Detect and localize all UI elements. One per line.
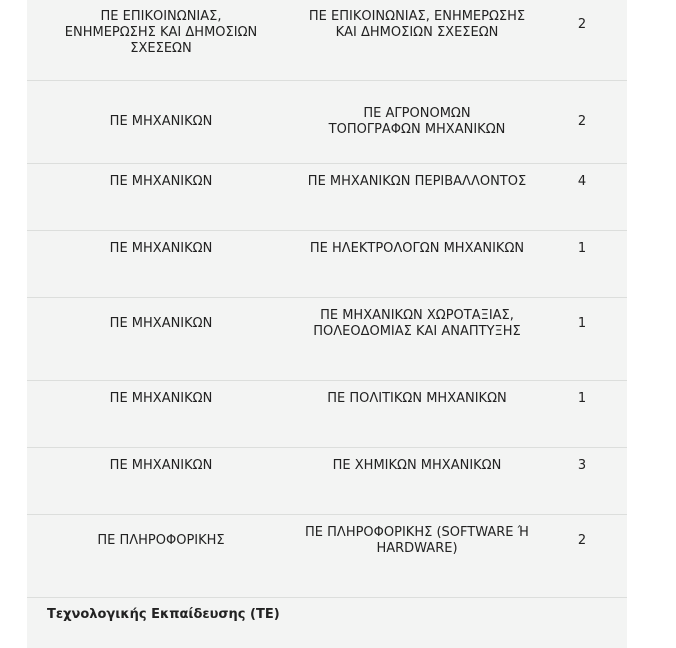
- table-row: [27, 515, 627, 598]
- category-text: ΠΕ ΕΠΙΚΟΙΝΩΝΙΑΣ, ΕΝΗΜΕΡΩΣΗΣ ΚΑΙ ΔΗΜΟΣΙΩΝ ΣΧΕΣΕΩΝ: [64, 9, 258, 56]
- specialty-cell: [295, 381, 539, 447]
- category-cell: [27, 298, 295, 380]
- count-cell: [539, 164, 625, 230]
- category-cell: [27, 448, 295, 514]
- count-text: 2: [577, 114, 587, 129]
- specialty-cell: [295, 448, 539, 514]
- table-row: [27, 81, 627, 164]
- count-text: 1: [577, 316, 587, 331]
- category-cell: [27, 515, 295, 597]
- specialty-cell: [295, 164, 539, 230]
- count-cell: [539, 298, 625, 380]
- category-text: ΠΕ ΠΛΗΡΟΦΟΡΙΚΗΣ: [97, 533, 225, 548]
- category-text: ΠΕ ΜΗΧΑΝΙΚΩΝ: [109, 114, 213, 129]
- specialty-text: ΠΕ ΧΗΜΙΚΩΝ ΜΗΧΑΝΙΚΩΝ: [332, 458, 502, 473]
- category-cell: [27, 164, 295, 230]
- specialty-cell: [295, 81, 539, 163]
- category-text: ΠΕ ΜΗΧΑΝΙΚΩΝ: [109, 174, 213, 189]
- specialty-text: ΠΕ ΑΓΡΟΝΟΜΩΝ ΤΟΠΟΓΡΑΦΩΝ ΜΗΧΑΝΙΚΩΝ: [328, 106, 506, 137]
- category-text: ΠΕ ΜΗΧΑΝΙΚΩΝ: [109, 391, 213, 406]
- specialty-text: ΠΕ ΕΠΙΚΟΙΝΩΝΙΑΣ, ΕΝΗΜΕΡΩΣΗΣ ΚΑΙ ΔΗΜΟΣΙΩΝ ΣΧΕΣΕΩΝ: [308, 9, 526, 40]
- specialty-text: ΠΕ ΜΗΧΑΝΙΚΩΝ ΧΩΡΟΤΑΞΙΑΣ, ΠΟΛΕΟΔΟΜΙΑΣ ΚΑΙ ΑΝΑΠΤΥΞΗΣ: [313, 308, 521, 339]
- specialty-text: ΠΕ ΗΛΕΚΤΡΟΛΟΓΩΝ ΜΗΧΑΝΙΚΩΝ: [309, 241, 525, 256]
- section-heading: Τεχνολογικής Εκπαίδευσης (ΤΕ): [47, 607, 280, 622]
- table-row: [27, 164, 627, 231]
- category-text: ΠΕ ΜΗΧΑΝΙΚΩΝ: [109, 241, 213, 256]
- specialty-text: ΠΕ ΜΗΧΑΝΙΚΩΝ ΠΕΡΙΒΑΛΛΟΝΤΟΣ: [307, 174, 527, 189]
- specialty-cell: [295, 231, 539, 297]
- specialty-cell: [295, 0, 539, 80]
- category-cell: [27, 81, 295, 163]
- count-text: 1: [577, 391, 587, 406]
- table-row: [27, 298, 627, 381]
- specialty-text: ΠΕ ΠΛΗΡΟΦΟΡΙΚΗΣ (SOFTWARE Ή HARDWARE): [305, 525, 529, 556]
- category-cell: [27, 231, 295, 297]
- count-text: 4: [577, 174, 587, 189]
- category-text: ΠΕ ΜΗΧΑΝΙΚΩΝ: [109, 316, 213, 331]
- specialty-text: ΠΕ ΠΟΛΙΤΙΚΩΝ ΜΗΧΑΝΙΚΩΝ: [327, 391, 507, 406]
- table-row: [27, 448, 627, 515]
- specialty-cell: [295, 298, 539, 380]
- count-text: 2: [577, 17, 587, 32]
- staffing-table: [27, 0, 627, 648]
- table-row: [27, 381, 627, 448]
- count-cell: [539, 515, 625, 597]
- count-cell: [539, 231, 625, 297]
- category-cell: [27, 381, 295, 447]
- count-cell: [539, 81, 625, 163]
- specialty-cell: [295, 515, 539, 597]
- table-row: [27, 231, 627, 298]
- count-cell: [539, 448, 625, 514]
- table-row: [27, 0, 627, 81]
- count-cell: [539, 0, 625, 80]
- count-text: 2: [577, 533, 587, 548]
- count-text: 1: [577, 241, 587, 256]
- category-cell: [27, 0, 295, 80]
- count-cell: [539, 381, 625, 447]
- count-text: 3: [577, 458, 587, 473]
- category-text: ΠΕ ΜΗΧΑΝΙΚΩΝ: [109, 458, 213, 473]
